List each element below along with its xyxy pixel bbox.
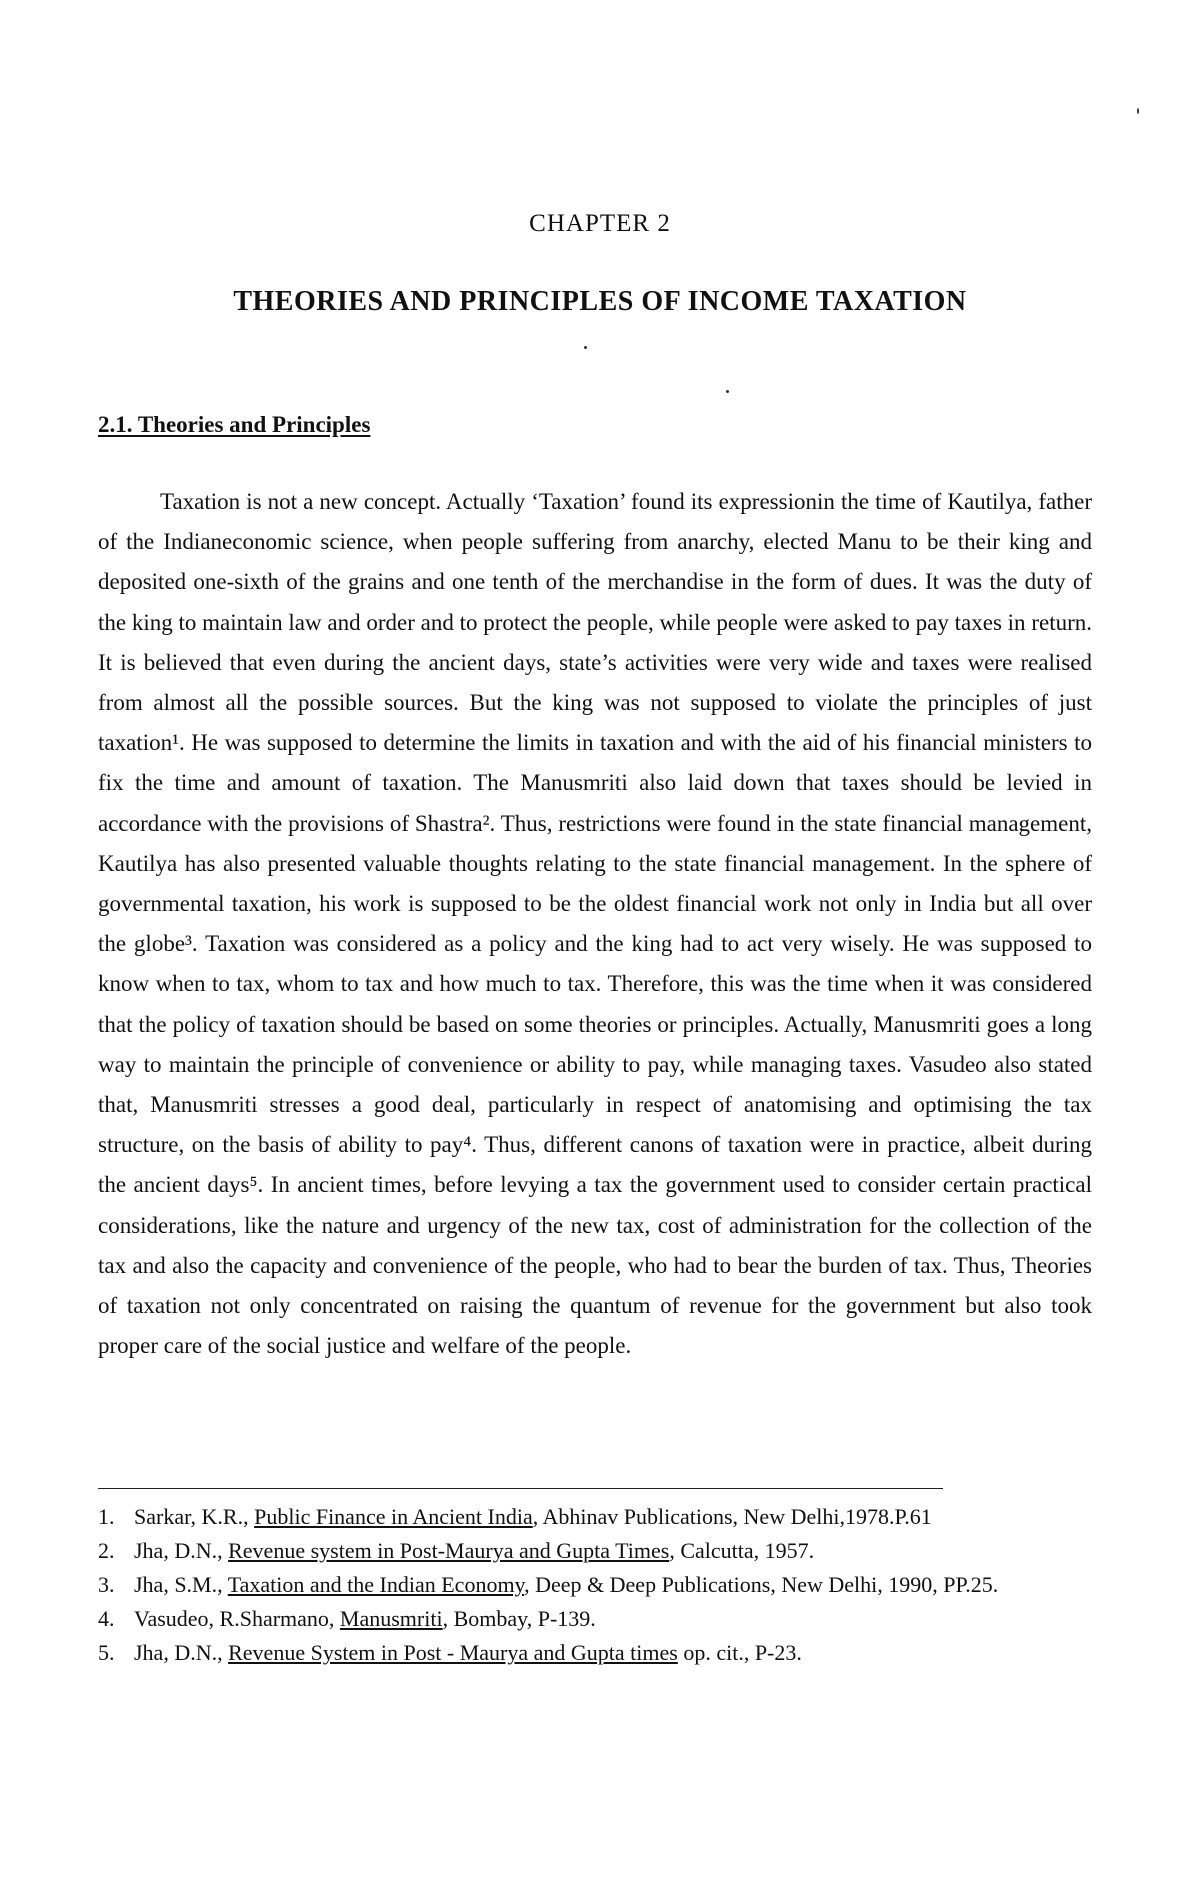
footnote-list	[98, 1500, 1098, 1670]
scan-speck	[726, 390, 729, 393]
footnote-item	[98, 1500, 1098, 1534]
footnote-rest: , Abhinav Publications, New Delhi,1978.P.61	[532, 1504, 932, 1529]
footnote-number: 4.	[98, 1606, 115, 1631]
body-paragraph: Taxation is not a new concept. Actually ‘Taxation’ found its expressionin the time of Kautilya, father of the Indianeconomic science, when people suffering from anarchy, elected Manu to be their king and deposited one-sixth of the grains and one tenth of the merchandise in the form of dues. It was the duty of the king to maintain law and order and to protect the people, while people were asked to pay taxes in return. It is believed that even during the ancient days, state’s activities were very wide and taxes were realised from almost all the possible sources. But the king was not supposed to violate the principles of just taxation¹. He was supposed to determine the limits in taxation and with the aid of his financial ministers to fix the time and amount of taxation. The Manusmriti also laid down that taxes should be levied in accordance with the provisions of Shastra². Thus, restrictions were found in the state financial management, Kautilya has also presented valuable thoughts relating to the state financial management. In the sphere of governmental taxation, his work is supposed to be the oldest financial work not only in India but all over the globe³. Taxation was considered as a policy and the king had to act very wisely. He was supposed to know when to tax, whom to tax and how much to tax. Therefore, this was the time when it was considered that the policy of taxation should be based on some theories or principles. Actually, Manusmriti goes a long way to maintain the principle of convenience or ability to pay, while managing taxes. Vasudeo also stated that, Manusmriti stresses a good deal, particularly in respect of anatomising and optimising the tax structure, on the basis of ability to pay⁴. Thus, different canons of taxation were in practice, albeit during the ancient days⁵. In ancient times, before levying a tax the government used to consider certain practical considerations, like the nature and urgency of the new tax, cost of administration for the collection of the tax and also the capacity and convenience of the people, who had to bear the burden of tax. Thus, Theories of taxation not only concentrated on raising the quantum of revenue for the government but also took proper care of the social justice and welfare of the people.	[98, 489, 1092, 1359]
scan-speck	[584, 346, 587, 349]
section-heading: 2.1. Theories and Principles	[98, 412, 371, 437]
footnote-author: Jha, D.N.,	[134, 1640, 229, 1665]
footnote-number: 3.	[98, 1572, 115, 1597]
footnote-title: Revenue system in Post-Maurya and Gupta Times	[228, 1538, 670, 1563]
footnote-divider	[98, 1488, 943, 1489]
scan-speck	[1137, 108, 1139, 114]
footnote-item	[98, 1568, 1098, 1602]
footnote-rest: op. cit., P-23.	[677, 1640, 802, 1665]
footnote-rest: , Bombay, P-139.	[442, 1606, 596, 1631]
footnote-title: Taxation and the Indian Economy	[227, 1572, 525, 1597]
footnote-author: Jha, D.N.,	[134, 1538, 229, 1563]
footnote-number: 1.	[98, 1504, 115, 1529]
footnote-number: 5.	[98, 1640, 115, 1665]
chapter-title: THEORIES AND PRINCIPLES OF INCOME TAXATION	[233, 286, 967, 317]
footnote-title: Manusmriti	[339, 1606, 443, 1631]
footnote-author: Sarkar, K.R.,	[134, 1504, 255, 1529]
footnote-item	[98, 1636, 1098, 1670]
chapter-label: CHAPTER 2	[529, 210, 671, 237]
footnote-title: Revenue System in Post - Maurya and Gupta times	[228, 1640, 678, 1665]
footnote-author: Vasudeo, R.Sharmano,	[134, 1606, 340, 1631]
footnote-author: Jha, S.M.,	[134, 1572, 228, 1597]
footnote-rest: , Calcutta, 1957.	[669, 1538, 815, 1563]
footnote-item	[98, 1534, 1098, 1568]
footnote-item	[98, 1602, 1098, 1636]
footnote-rest: , Deep & Deep Publications, New Delhi, 1990, PP.25.	[524, 1572, 999, 1597]
footnote-title: Public Finance in Ancient India	[254, 1504, 533, 1529]
footnote-number: 2.	[98, 1538, 115, 1563]
